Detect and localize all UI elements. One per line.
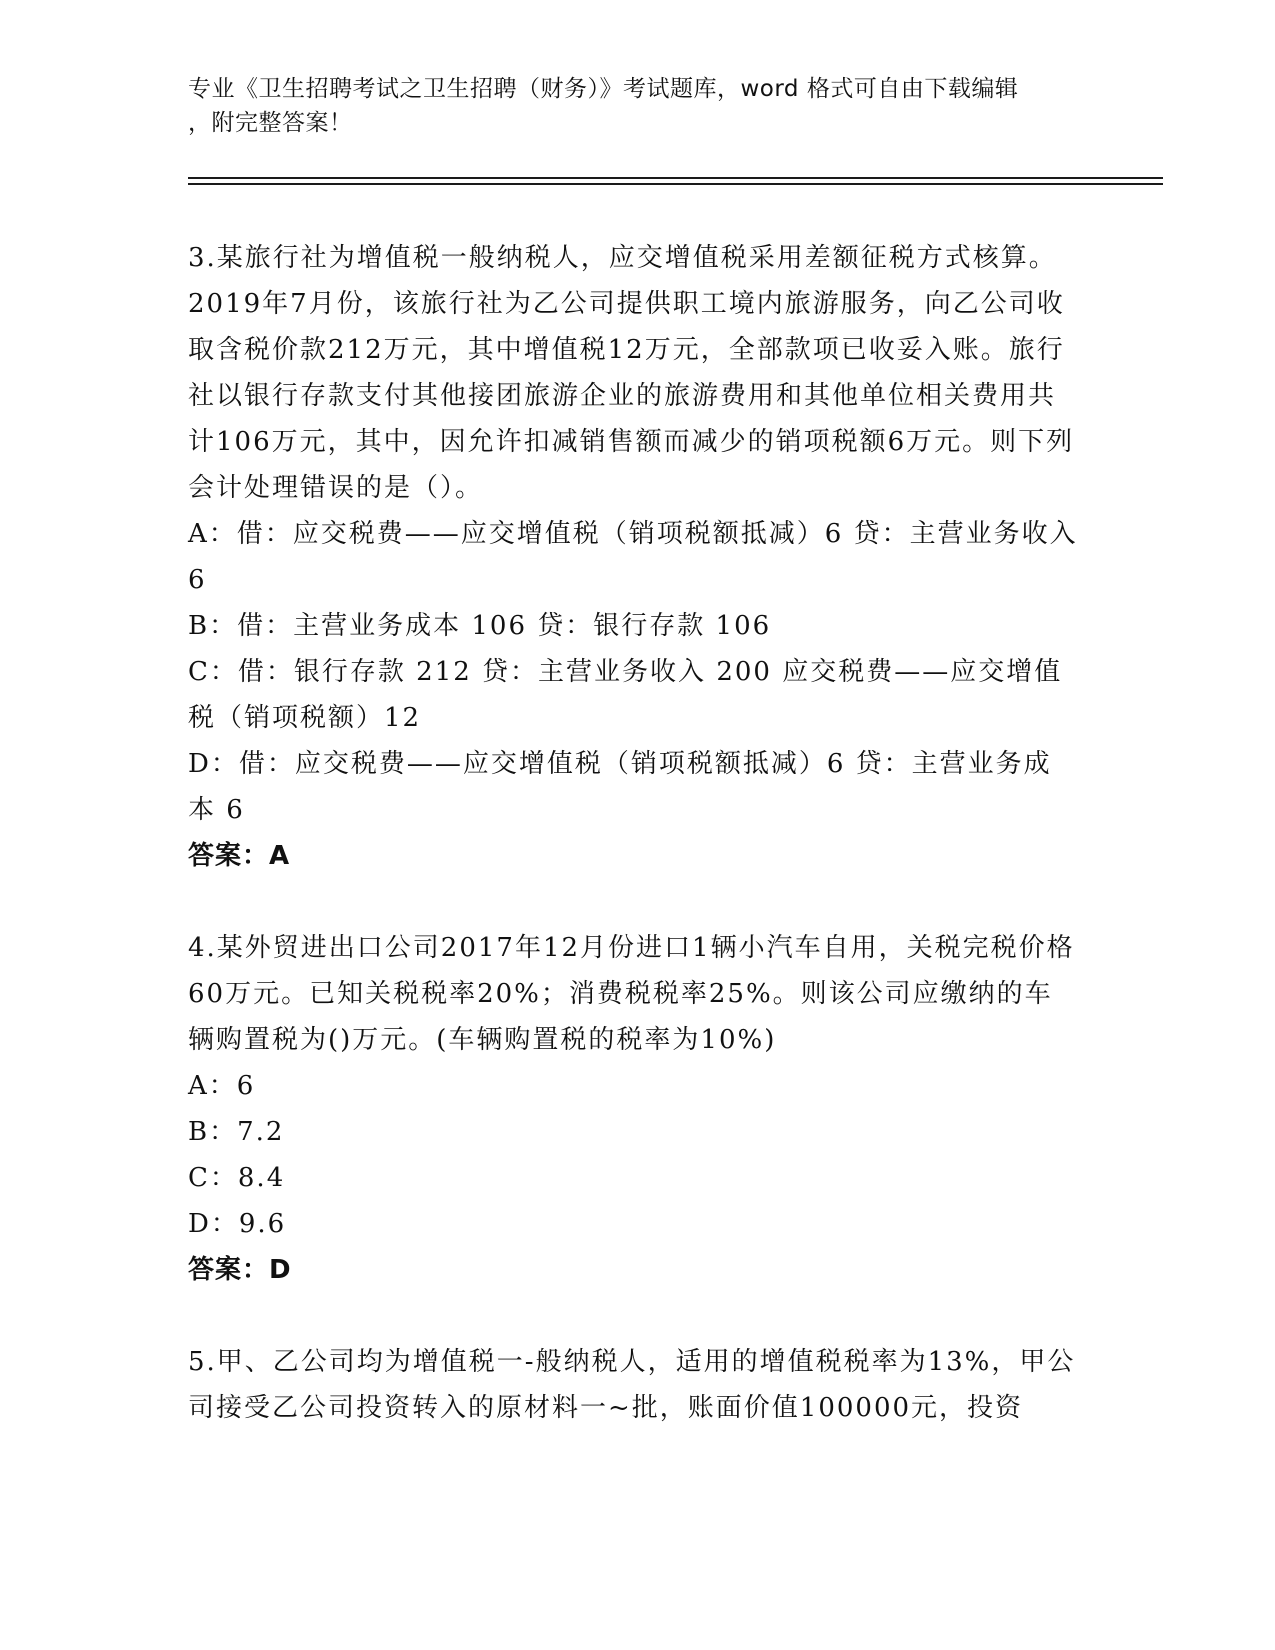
option-a: A：6: [188, 1071, 256, 1101]
question-stem: 3.某旅行社为增值税一般纳税人，应交增值税采用差额征税方式核算。2019年7月份，该旅行社为乙公司提供职工境内旅游服务，向乙公司收取含税价款212万元，其中增值税12万元，全部款项已收妥入账。旅行社以银行存款支付其他接团旅游企业的旅游费用和其他单位相关费用共计106万元，其中，因允许扣减销售额而减少的销项税额6万元。则下列会计处理错误的是（）。: [188, 243, 1075, 503]
header-line-2: ，附完整答案！: [188, 110, 353, 136]
question-stem: 4.某外贸进出口公司2017年12月份进口1辆小汽车自用，关税完税价格60万元。已知关税税率20%；消费税税率25%。则该公司应缴纳的车辆购置税为()万元。(车辆购置税的税率为10%): [188, 933, 1075, 1055]
option-d: D：9.6: [188, 1209, 287, 1239]
question-stem: 5.甲、乙公司均为增值税一-般纳税人，适用的增值税税率为13%，甲公司接受乙公司投资转入的原材料一~批，账面价值100000元，投资: [188, 1347, 1076, 1423]
question-5: [188, 1339, 1078, 1431]
question-spacer: [188, 879, 1078, 925]
page-header: [188, 72, 1088, 140]
answer: 答案：A: [188, 841, 291, 871]
option-b: B：借：主营业务成本 106 贷：银行存款 106: [188, 611, 772, 641]
option-c: C：8.4: [188, 1163, 286, 1193]
option-b: B：7.2: [188, 1117, 285, 1147]
answer: 答案：D: [188, 1255, 292, 1285]
question-spacer: [188, 1293, 1078, 1339]
header-rule-top: [188, 177, 1163, 179]
option-d: D：借：应交税费——应交增值税（销项税额抵减）6 贷：主营业务成本 6: [188, 749, 1052, 825]
option-c: C：借：银行存款 212 贷：主营业务收入 200 应交税费——应交增值税（销项税额）12: [188, 657, 1063, 733]
option-a: A：借：应交税费——应交增值税（销项税额抵减）6 贷：主营业务收入 6: [188, 519, 1078, 595]
question-list: [188, 235, 1078, 1431]
question-4: [188, 925, 1078, 1293]
question-3: [188, 235, 1078, 879]
header-line-1: 专业《卫生招聘考试之卫生招聘（财务）》考试题库，word 格式可自由下载编辑: [188, 76, 1019, 102]
header-rule-bottom: [188, 183, 1163, 185]
